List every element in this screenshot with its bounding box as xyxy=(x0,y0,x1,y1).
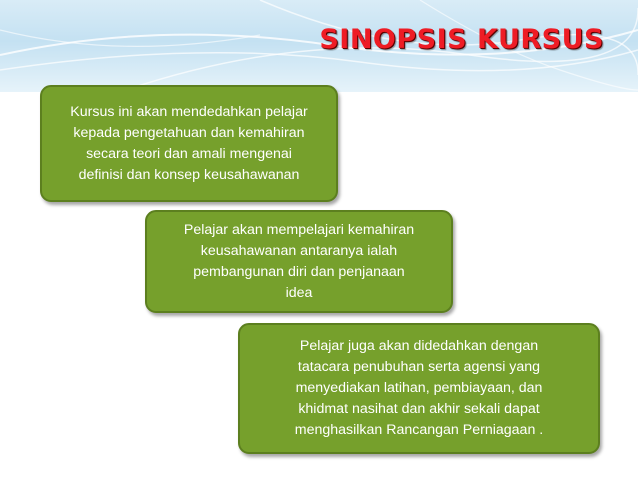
content-box-1: Kursus ini akan mendedahkan pelajar kepada pengetahuan dan kemahiran secara teori dan amali mengenai definisi dan konsep keusahawanan xyxy=(40,85,338,202)
content-box-3: Pelajar juga akan didedahkan dengan tatacara penubuhan serta agensi yang menyediakan latihan, pembiayaan, dan khidmat nasihat dan akhir sekali dapat menghasilkan Rancangan Perniagaan . xyxy=(238,323,600,454)
header-banner xyxy=(0,0,638,92)
slide-title: SINOPSIS KURSUS xyxy=(319,24,604,55)
content-box-2: Pelajar akan mempelajari kemahiran keusahawanan antaranya ialah pembangunan diri dan penjanaan idea xyxy=(145,210,453,313)
